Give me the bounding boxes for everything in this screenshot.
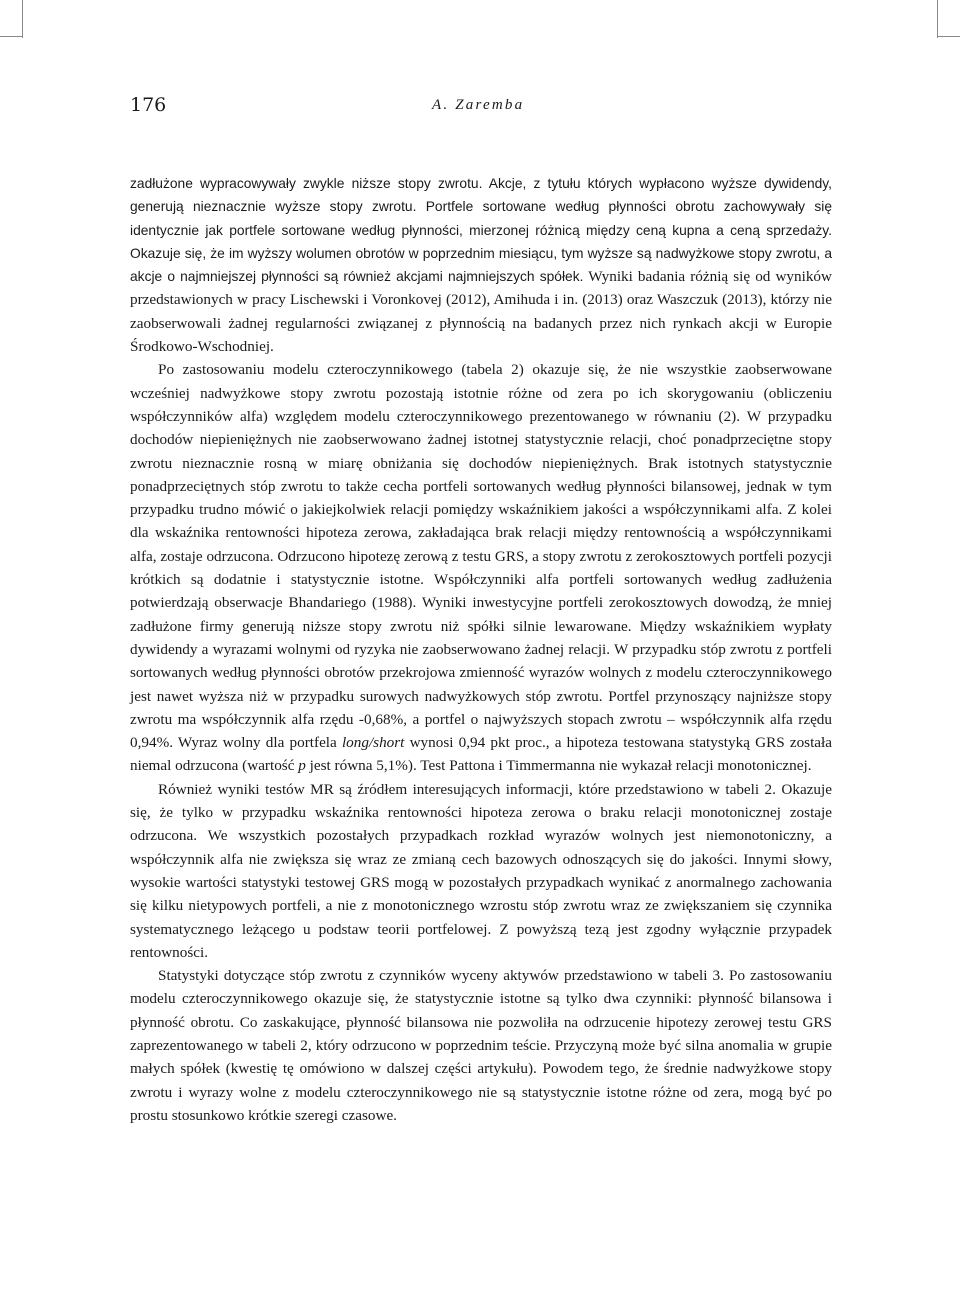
text-segment: Po zastosowaniu modelu czteroczynnikowego (tabela 2) okazuje się, że nie wszystkie zaobserwowane wcześniej nadwyżkowe stopy zwrotu pozostają istotnie różne od zera po ich skorygowaniu (obliczeniu współczynników alfa) względem modelu czteroczynnikowego prezentowanego w równaniu (2). W przypadku dochodów niepieniężnych nie zaobserwowano żadnej istotnej statystycznie relacji, choć ponadprzeciętne stopy zwrotu nieznacznie rosną w miarę obniżania się dochodów niepieniężnych. Brak istotnych statystycznie ponadprzeciętnych stóp zwrotu to także cecha portfeli sortowanych według płynności bilansowej, jednak w tym przypadku trudno mówić o jakiejkolwiek relacji pomiędzy wskaźnikiem jakości a współczynnikami alfa. Z kolei dla wskaźnika rentowności hipoteza zerowa, zakładająca brak relacji między rentownością a współczynnikami alfa, zostaje odrzucona. Odrzucono hipotezę zerową z testu GRS, a stopy zwrotu z zerokosztowych portfeli pozycji krótkich są dodatnie i statystycznie istotne. Współczynniki alfa portfeli sortowanych według zadłużenia potwierdzają obserwacje Bhandariego (1988). Wyniki inwestycyjne portfeli zerokosztowych dowodzą, że mniej zadłużone firmy generują niższe stopy zwrotu niż spółki silnie lewarowane. Między wskaźnikiem wypłaty dywidendy a wyrazami wolnymi od ryzyka nie zaobserwowano żadnej relacji. W przypadku stóp zwrotu z portfeli sortowanych według płynności obrotów przekrojowa zmienność wyrazów wolnych z modelu czteroczynnikowego jest nawet wyższa niż w przypadku surowych nadwyżkowych stóp zwrotu. Portfel przynoszący najniższe stopy zwrotu ma współczynnik alfa rzędu -0,68%, a portfel o najwyższych stopach zwrotu – współczynnik alfa rzędu 0,94%. Wyraz wolny dla portfela: [130, 361, 832, 752]
text-segment: zadłużone wypracowywały zwykle niższe stopy zwrotu. Akcje, z tytułu których wypłacono wyższe dywidendy, generują nieznacznie wyższe stopy zwrotu. Portfele sortowane według płynności obrotu zachowywały się identycznie jak portfele sortowane według płynności, mierzonej różnicą między ceną kupna a ceną sprzedaży.: [130, 176, 832, 238]
text-segment: Statystyki dotyczące stóp zwrotu z czynników wyceny aktywów przedstawiono w tabeli 3. Po zastosowaniu modelu czteroczynnikowego okazuje się, że statystycznie istotne są tylko dwa czynniki: płynność bilansowa i płynność obrotu. Co zaskakujące, płynność bilansowa nie pozwoliła na odrzucenie hipotezy zerowej testu GRS zaprezentowanego w tabeli 2, który odrzucono w poprzednim teście. Przyczyną może być silna anomalia w grupie małych spółek (kwestię tę omówiono w dalszej części artykułu). Powodem tego, że średnie nadwyżkowe stopy zwrotu i wyrazy wolne z modelu czteroczynnikowego nie są statystycznie istotne różne od zera, mogą być po prostu stosunkowo krótkie szeregi czasowe.: [130, 967, 832, 1124]
text-segment: wynosi 0,94 pkt proc., a hipoteza testowana statystyką GRS została niemal odrzucona (wartość: [130, 734, 832, 775]
running-head-author: A. Zaremba: [432, 97, 525, 113]
body-text: [130, 172, 832, 1127]
crop-mark: [0, 36, 22, 37]
crop-mark: [22, 0, 23, 38]
crop-mark: [937, 0, 938, 38]
crop-mark: [938, 36, 960, 37]
paragraph: [130, 964, 832, 1127]
paragraph: [130, 172, 832, 358]
page-number: 176: [130, 94, 167, 116]
page-header: [130, 94, 830, 124]
text-segment-italic: p: [298, 757, 306, 775]
text-segment-italic: long/short: [341, 734, 405, 752]
text-segment: Wyniki badania różnią się od wyników przedstawionych w pracy Lischewski i Voronkovej (2012), Amihuda i in. (2013) oraz Waszczuk (2013), którzy nie zaobserwowali żadnej regularności związanej z płynnością na badanych przez nich rynkach akcji w Europie Środkowo-Wschodniej.: [130, 268, 832, 356]
paragraph: [130, 358, 832, 777]
text-segment: Również wyniki testów MR są źródłem interesujących informacji, które przedstawiono w tabeli 2. Okazuje się, że tylko w przypadku wskaźnika rentowności hipoteza zerowa o braku relacji monotonicznej zostaje odrzucona. We wszystkich pozostałych przypadkach rozkład wyrazów wolnych jest niemonotoniczny, a współczynnik alfa nie zwiększa się wraz ze zmianą cech bazowych odnoszących się do jakości. Innymi słowy, wysokie wartości statystyki testowej GRS mogą w pozostałych przypadkach wynikać z anormalnego zachowania się kilku nietypowych portfeli, a nie z monotonicznego wzrostu stóp zwrotu wraz ze zwiększaniem się czynnika systematycznego leżącego u podstaw teorii portfelowej. Z powyższą tezą jest zgodny wyłącznie przypadek rentowności.: [130, 780, 832, 961]
paragraph: [130, 778, 832, 964]
text-segment: jest równa 5,1%). Test Pattona i Timmermanna nie wykazał relacji monotonicznej.: [305, 757, 812, 775]
text-segment: Okazuje się, że im wyższy wolumen obrotów w poprzednim miesiącu, tym wyższe są nadwyżkowe stopy zwrotu, a akcje o najmniejszej płynności są również akcjami najmniejszych spółek.: [130, 245, 832, 285]
